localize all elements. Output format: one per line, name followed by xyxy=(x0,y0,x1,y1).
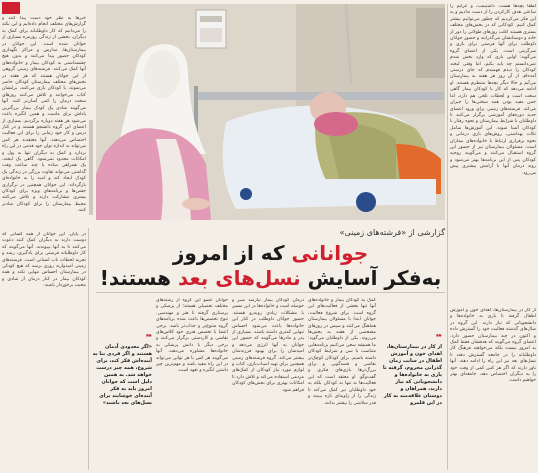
article-column-bottom-3 xyxy=(308,298,376,470)
pull-quote-left xyxy=(92,334,152,466)
headline-highlight: نسل‌های بعد xyxy=(177,266,301,290)
article-column-right-top xyxy=(450,4,536,304)
headline-text: هستند! xyxy=(99,266,178,290)
article-column-left-bottom xyxy=(2,232,86,470)
headline-line-2 xyxy=(96,266,445,290)
column-rule xyxy=(447,4,448,470)
pull-quote-right xyxy=(380,334,442,466)
article-column-left-top xyxy=(2,16,86,226)
headline-line-1 xyxy=(96,241,445,265)
pull-quote-text: از کار در بیمارستان‌ها، اهدای خون و آموزش اطفال در سایت زمان گذرانی محروم، گرفته تا یاری به خانواده‌ها و دانشجویانی که نیاز دارند، همراهان و دوستان علاقه‌مند به کار در این قلمرو xyxy=(382,344,442,406)
column-text: کمک به کودکان بیمار و خانواده‌های آنها تنها بخشی از فعالیت‌های این گروه است. برای شروع فعالیت، جوانان ابتدا با مسئولان بیمارستان هماهنگ می‌کنند و سپس در روزهای مشخصی از هفته به بخش‌ها می‌روند. یکی از داوطلبان می‌گوید: ما همیشه سعی می‌کنیم برنامه‌هایی متناسب با سن و شرایط کودکان داشته باشیم. برای کودکان کوچک‌تر نقاشی و قصه‌گویی و برای بزرگ‌ترها بازی‌های فکری و گفت‌وگو. او معتقد است که این فعالیت‌ها نه تنها به کودکان بلکه به خود داوطلبان نیز کمک می‌کند تا زندگی را از زاویه‌ای تازه ببینند و قدر سلامتی را بیشتر بدانند. xyxy=(308,298,376,406)
headline-text: به‌فکر آسایش xyxy=(300,266,442,290)
article-photo xyxy=(96,4,445,220)
headline-text: که از امروز xyxy=(172,241,292,265)
headline-divider xyxy=(96,292,445,293)
article-kicker: گزارشی از «فرشته‌های زمینی» xyxy=(339,228,445,237)
quote-mark: ❝ xyxy=(435,334,442,344)
article-column-right-bottom xyxy=(450,308,536,470)
column-text: درمان کودکان بیمار نیازمند صبر و حوصله است و خانواده‌ها در این مسیر با مشکلات زیادی روبه‌رو هستند. حضور جوانان داوطلب در کنار این خانواده‌ها باعث می‌شود احساس تنهایی کمتری داشته باشند. بسیاری از پدر و مادرها می‌گویند که حضور این جوانان به آنها انرژی می‌دهد و امیدشان را برای بهبود فرزندشان بیشتر می‌کند. گروه فرشته‌های زمینی همچنین برای تهیه اسباب‌بازی، کتاب و لوازم مورد نیاز کودکان از کمک‌های مردمی استفاده می‌کند و تلاش دارد تا امکانات بهتری برای بخش‌های کودکان فراهم شود. xyxy=(232,298,304,393)
column-text: در پایان، این جوانان از همه کسانی که دوست دارند به دیگران کمک کنند دعوت می‌کنند تا به آنها بپیوندند. آنها می‌گویند که کار داوطلبانه فرصتی برای یادگیری، رشد و تجربه لحظات ناب انسانی است. فرشته‌های زمینی امیدوارند روزی برسد که هیچ کودکی در بیمارستان احساس تنهایی نکند و همه کودکان بیمار در کنار درمان از شادی و محبت برخوردار باشند. xyxy=(2,232,86,289)
section-corner-tag xyxy=(2,2,20,14)
column-text: خبرها به نظر خود دست پیدا کنند و گزارش‌های مختلف انجام داده‌ایم و این نکته را می‌دانیم که کار داوطلبانه برای کمک به دیگران، بخشی از زندگی روزمره بسیاری از جوانان شده است. این جوانان در بیمارستان‌ها، مدارس و مراکز نگهداری کودکان حضور پیدا می‌کنند و بدون هیچ چشمداشتی به کودکان بیمار و خانواده‌های آنها کمک می‌کنند. فرشته‌های زمینی گروهی از این جوانان هستند که هر هفته در بخش‌های مختلف بیمارستان کودکان حاضر می‌شوند، با کودکان بازی می‌کنند، برایشان کتاب می‌خوانند و تلاش می‌کنند روزهای سخت درمان را کمی آسان‌تر کنند. آنها می‌گویند شادی یک کودک بیمار بزرگترین پاداش برای ماست و همین انگیزه باعث می‌شود هر هفته دوباره برگردیم. بسیاری از اعضای این گروه دانشجو هستند و در کنار درس و کار خود زمانی را برای این فعالیت اختصاص می‌دهند. آنها معتقدند هر کس می‌تواند به اندازه توان خود قدمی در این راه بردارد و کمک به دیگران تنها به پول و امکانات محدود نمی‌شود. گاهی یک لبخند، یک همراهی ساده یا چند ساعت وقت گذاشتن می‌تواند تفاوت بزرگی در زندگی یک کودک ایجاد کند و امید را به خانواده‌ای بازگرداند. این جوانان همچنین در برگزاری جشن‌ها و برنامه‌های ویژه برای کودکان بستری مشارکت دارند و تلاش می‌کنند محیط بیمارستان را برای کودکان شادتر کنند. xyxy=(2,16,86,214)
column-text: لطفا بچه‌ها هست. داشتیمب، و عرایم را ساعتی هدف کارکردن را از دست ندادیم و به این فکر می‌کردیم که چطور می‌توانیم بیشتر کمک کنیم. کودکانی که در بخش‌های مختلف بستری هستند اغلب روزهای طولانی را دور از خانه و دوستانشان می‌گذرانند و حضور جوانان داوطلب برای آنها فرصتی برای بازی و سرگرمی است. یکی از اعضای گروه می‌گوید: اولین باری که وارد بخش شدم نمی‌دانستم چه باید بکنم، اما وقتی لبخند کودکان را دیدم فهمیدم که جای درستی آمده‌ام. از آن روز هر هفته به بیمارستان می‌آیم و حالا دیگر بچه‌ها منتظرم هستند. او ادامه می‌دهد که کار با کودکان بیمار گاهی سخت است و لحظات تلخی هم دارد، اما حس مفید بودن همه سختی‌ها را جبران می‌کند. فرشته‌های زمینی برای ورود اعضای جدید دوره‌های آموزشی برگزار می‌کنند تا داوطلبان با شرایط بیمارستان و نحوه رفتار با کودکان آشنا شوند. این آموزش‌ها شامل نکات بهداشتی، روش‌های بازی درمانی و نحوه برقراری ارتباط با خانواده‌های بیماران است. مسئولان بیمارستان نیز از حضور این گروه استقبال می‌کنند و می‌گویند روحیه کودکان پس از این برنامه‌ها بهتر می‌شود و روند درمان آنها با آرامش بیشتری پیش می‌رود. xyxy=(450,4,536,176)
column-rule xyxy=(88,228,89,470)
column-text: جوانان عضو این گروه از رشته‌های مختلف تحصیلی هستند؛ از پزشکی و پرستاری گرفته تا هنر و مهندسی. تنوع تخصص‌ها باعث شده برنامه‌های گروه متنوع‌تر و جذاب‌تر باشد. برخی اعضا با تخصص هنری خود کلاس‌های نقاشی و کاردستی برگزار می‌کنند و برخی دیگر با دانش پزشکی به خانواده‌ها مشاوره می‌دهند. آنها می‌گویند هر کس با هر توانی می‌تواند در این راه مفید باشد و مهم‌ترین چیز داشتن انگیزه و تعهد است. xyxy=(156,298,228,374)
article-column-bottom-1 xyxy=(156,298,228,470)
article-column-bottom-2 xyxy=(232,298,304,470)
headline-highlight: جوانانی xyxy=(291,241,369,265)
quote-mark: ❝ xyxy=(145,334,152,344)
photo-caption-strip xyxy=(89,120,93,215)
pull-quote-text: «اگر معدودی آدمان هستند و اگر فردی بنا به آینده‌اش فکر کند، برای شروع، همه چیز درست خواهد شد. به همین دلیل است که جوانان امروز باید به فکر آینده‌ای خوشایند برای نسل‌های بعد باشند» xyxy=(92,344,152,406)
column-text: از کار در بیمارستان‌ها، اهدای خون و آموزش اطفال گرفته تا یاری به خانواده‌ها و دانشجویانی که نیاز دارند. این گروه در سال‌های گذشته فعالیت خود را گسترش داده و اکنون در چند بیمارستان حضور دارد. اعضای گروه می‌گویند که هدفشان فقط کمک به امروز نیست بلکه می‌خواهند فرهنگ کار داوطلبانه را در جامعه گسترش دهند تا نسل‌های بعد نیز این راه را ادامه دهند. آنها باور دارند که اگر هر کس کمی از وقت خود را به دیگران اختصاص دهد، جامعه‌ای بهتر خواهیم داشت. xyxy=(450,308,536,384)
